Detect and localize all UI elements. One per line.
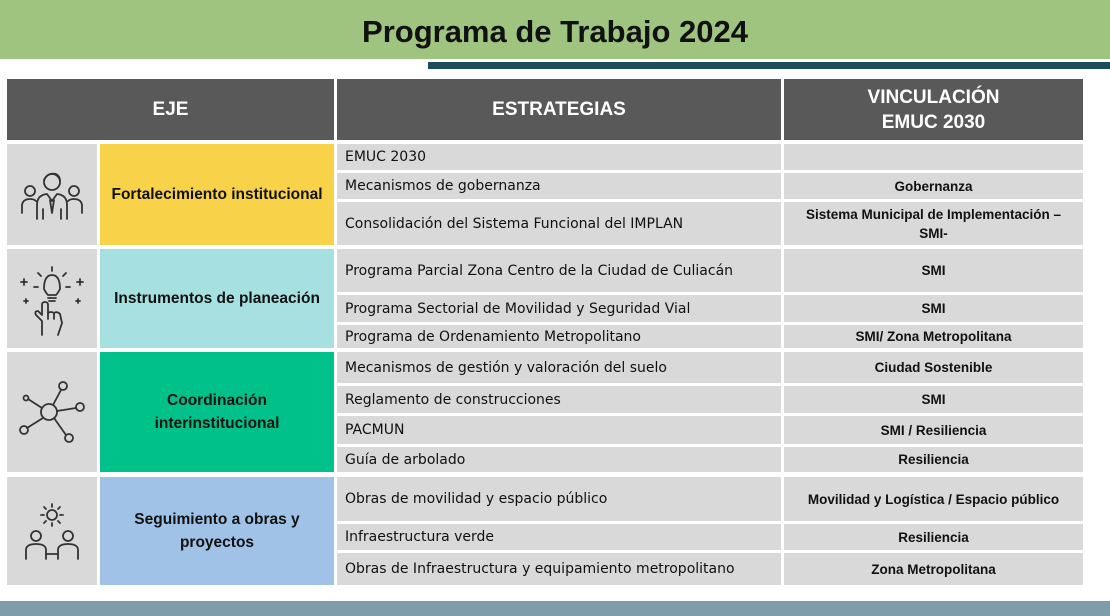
vinculacion-text: Gobernanza bbox=[894, 178, 973, 194]
eje-coordinacion-interinstitucional bbox=[100, 352, 334, 472]
strategy-text: Reglamento de construcciones bbox=[345, 391, 561, 408]
network-icon bbox=[17, 380, 87, 444]
vinculacion-cell bbox=[784, 416, 1083, 444]
strategy-row bbox=[337, 325, 781, 348]
eje-icon-cell-2 bbox=[7, 249, 97, 348]
vinculacion-cell bbox=[784, 295, 1083, 322]
vinculacion-text: Zona Metropolitana bbox=[871, 561, 996, 577]
vinculacion-text: SMI/ Zona Metropolitana bbox=[855, 329, 1012, 344]
eje-icon-cell-3 bbox=[7, 352, 97, 472]
gear-people-icon bbox=[22, 501, 82, 561]
eje-instrumentos-de-planeacion bbox=[100, 249, 334, 348]
vinculacion-text: SMI bbox=[921, 263, 946, 278]
strategy-text: Programa de Ordenamiento Metropolitano bbox=[345, 328, 641, 345]
strategy-text: Consolidación del Sistema Funcional del IMPLAN bbox=[345, 215, 684, 232]
strategy-row bbox=[337, 295, 781, 322]
vinculacion-text: Resiliencia bbox=[898, 452, 969, 467]
eje-label: Seguimiento a obras y proyectos bbox=[134, 511, 300, 551]
eje-fortalecimiento-institucional bbox=[100, 144, 334, 245]
vinculacion-cell bbox=[784, 202, 1083, 245]
strategy-row bbox=[337, 416, 781, 444]
vinculacion-cell bbox=[784, 352, 1083, 383]
vinculacion-text: Sistema Municipal de Implementación – SMI- bbox=[805, 206, 1062, 241]
people-group-icon bbox=[20, 169, 84, 221]
vinculacion-text: SMI / Resiliencia bbox=[880, 422, 987, 438]
eje-label: Instrumentos de planeación bbox=[114, 290, 320, 307]
strategy-row bbox=[337, 553, 781, 585]
page-title: Programa de Trabajo 2024 bbox=[362, 13, 748, 49]
vinculacion-cell bbox=[784, 477, 1083, 521]
strategy-row bbox=[337, 524, 781, 550]
eje-icon-cell-4 bbox=[7, 477, 97, 585]
header-eje-label: EJE bbox=[152, 99, 189, 120]
strategy-text: Obras de Infraestructura y equipamiento metropolitano bbox=[345, 561, 735, 577]
strategy-text: Guía de arbolado bbox=[345, 451, 466, 468]
vinculacion-text: SMI bbox=[921, 392, 946, 407]
header-eje bbox=[7, 79, 334, 140]
strategy-row bbox=[337, 447, 781, 472]
header-vinculacion bbox=[784, 79, 1083, 140]
vinculacion-cell bbox=[784, 524, 1083, 550]
strategy-row bbox=[337, 386, 781, 413]
vinculacion-text: Ciudad Sostenible bbox=[874, 360, 993, 375]
vinculacion-text: Movilidad y Logística / Espacio público bbox=[807, 491, 1060, 507]
lightbulb-hand-icon bbox=[16, 261, 88, 337]
header-estrategias-label: ESTRATEGIAS bbox=[492, 99, 626, 120]
title-accent-bar bbox=[428, 62, 1110, 69]
header-vinculacion-line2: EMUC 2030 bbox=[881, 111, 986, 133]
strategy-text: Programa Parcial Zona Centro de la Ciudad de Culiacán bbox=[345, 262, 734, 279]
eje-seguimiento-a-obras-y-proyectos bbox=[100, 477, 334, 585]
vinculacion-cell bbox=[784, 144, 1083, 170]
strategy-row bbox=[337, 477, 781, 521]
strategy-text: Infraestructura verde bbox=[345, 529, 495, 545]
vinculacion-text: SMI bbox=[921, 301, 946, 316]
vinculacion-cell bbox=[784, 553, 1083, 585]
vinculacion-cell bbox=[784, 173, 1083, 199]
strategy-row bbox=[337, 173, 781, 199]
eje-icon-cell-1 bbox=[7, 144, 97, 245]
strategy-row bbox=[337, 202, 781, 245]
header-vinculacion-line1: VINCULACIÓN bbox=[867, 86, 1000, 108]
eje-label: Coordinación interinstitucional bbox=[154, 392, 280, 432]
eje-label: Fortalecimiento institucional bbox=[111, 186, 323, 203]
strategy-row bbox=[337, 249, 781, 292]
strategy-text: PACMUN bbox=[345, 422, 405, 438]
strategy-text: Obras de movilidad y espacio público bbox=[345, 491, 608, 507]
vinculacion-cell bbox=[784, 447, 1083, 472]
strategy-text: EMUC 2030 bbox=[345, 149, 427, 165]
strategy-text: Mecanismos de gestión y valoración del suelo bbox=[345, 359, 667, 376]
title-bar bbox=[0, 0, 1110, 59]
strategy-row bbox=[337, 352, 781, 383]
vinculacion-cell bbox=[784, 386, 1083, 413]
strategy-text: Mecanismos de gobernanza bbox=[345, 178, 541, 194]
strategy-text: Programa Sectorial de Movilidad y Seguridad Vial bbox=[345, 300, 691, 317]
vinculacion-cell bbox=[784, 249, 1083, 292]
vinculacion-text: Resiliencia bbox=[898, 529, 969, 545]
strategy-row bbox=[337, 144, 781, 170]
header-estrategias bbox=[337, 79, 781, 140]
footer-bar bbox=[0, 601, 1110, 616]
vinculacion-cell bbox=[784, 325, 1083, 348]
